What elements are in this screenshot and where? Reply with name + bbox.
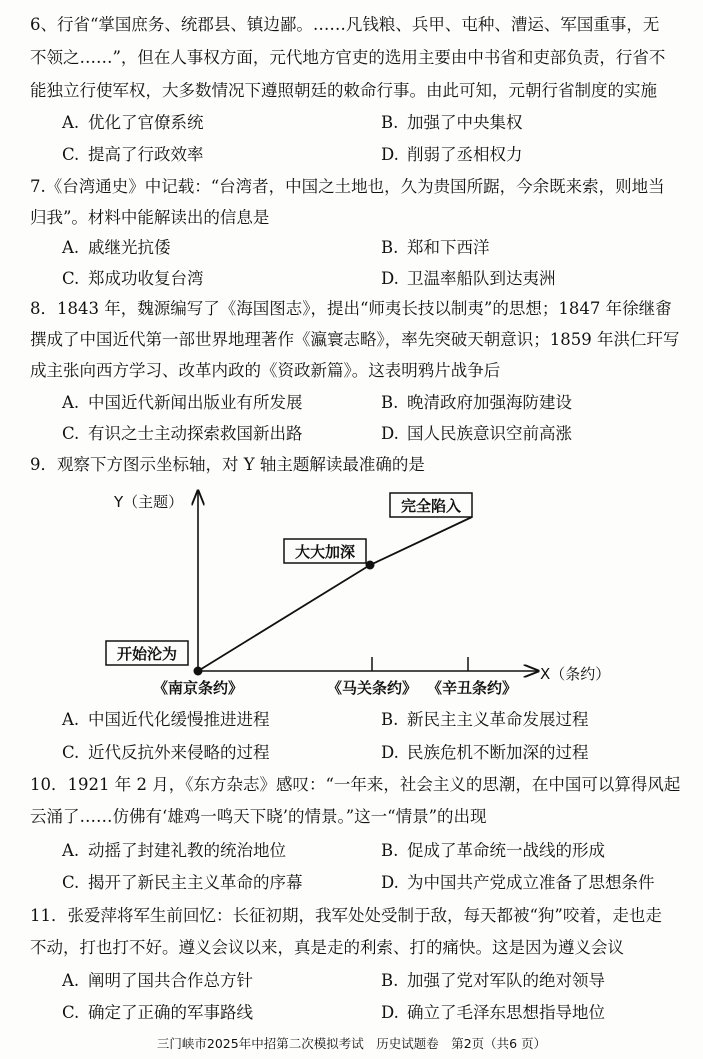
question-8-line-1: 8．1843 年，魏源编写了《海国图志》，提出“师夷长技以制夷”的思想；1847 年徐继畬 (30, 299, 672, 318)
x-tick-label-xinchou: 《辛丑条约》 (426, 679, 518, 697)
question-10-option-b: B. 促成了革命统一战线的形成 (381, 841, 605, 860)
question-8-option-b: B. 晚清政府加强海防建设 (381, 393, 572, 412)
question-6-option-c: C. 提高了行政效率 (62, 145, 204, 164)
x-axis-label: X（条约） (540, 665, 611, 683)
stage-label-start: 开始沦为 (116, 645, 178, 663)
question-8-option-d: D. 国人民族意识空前高涨 (381, 424, 572, 443)
question-11-option-d: D. 确立了毛泽东思想指导地位 (381, 1003, 605, 1022)
question-8-option-a: A. 中国近代新闻出版业有所发展 (62, 393, 303, 412)
question-7-option-c: C. 郑成功收复台湾 (62, 269, 204, 288)
question-11-option-c: C. 确定了正确的军事路线 (62, 1003, 253, 1022)
question-10-line-1: 10．1921 年 2 月，《东方杂志》感叹：“一年来，社会主义的思潮，在中国可以算得风起 (30, 775, 681, 794)
question-6-line-1: 6、行省“掌国庶务、统郡县、镇边鄙。……凡钱粮、兵甲、屯种、漕运、军国重事，无 (30, 15, 660, 34)
question-11-option-b: B. 加强了党对军队的绝对领导 (381, 971, 605, 990)
question-10-line-2: 云涌了……仿佛有‘雄鸡一鸣天下晓’的情景。”这一“情景”的出现 (30, 807, 487, 826)
question-6-option-d: D. 削弱了丞相权力 (381, 145, 523, 164)
question-9-option-a: A. 中国近代化缓慢推进进程 (62, 710, 270, 729)
question-7-line-1: 7.《台湾通史》中记载：“台湾者，中国之土地也，久为贵国所踞，今余既来索，则地当 (30, 177, 665, 196)
y-axis-label: Y（主题） (114, 493, 184, 511)
question-11-option-a: A. 阐明了国共合作总方针 (62, 971, 253, 990)
question-11-line-1: 11．张爱萍将军生前回忆：长征初期，我军处处受制于敌，每天都被“狗”咬着，走也走 (30, 906, 662, 925)
question-9-diagram (100, 483, 611, 705)
question-9-option-d: D. 民族危机不断加深的过程 (381, 743, 589, 762)
page-footer: 三门峡市2025年中招第二次模拟考试 历史试题卷 第2页（共6 页） (156, 1036, 547, 1051)
stage-label-deepen: 大大加深 (294, 543, 356, 561)
question-7-option-b: B. 郑和下西洋 (381, 238, 490, 257)
question-8-line-3: 成主张向西方学习、改革内政的《资政新篇》。这表明鸦片战争后 (30, 361, 501, 380)
question-6-line-2: 不领之……”，但在人事权方面，元代地方官吏的选用主要由中书省和吏部负责，行省不 (30, 48, 666, 67)
question-10-option-d: D. 为中国共产党成立准备了思想条件 (381, 873, 655, 892)
question-10-option-c: C. 揭开了新民主主义革命的序幕 (62, 873, 303, 892)
stage-label-complete: 完全陷入 (400, 497, 462, 515)
x-tick-label-nanjing: 《南京条约》 (152, 679, 244, 697)
question-8-line-2: 撰成了中国近代第一部世界地理著作《瀛寰志略》，率先突破天朝意识；1859 年洪仁玕写 (30, 330, 680, 349)
stage-box-start (106, 641, 188, 665)
question-10-option-a: A. 动摇了封建礼教的统治地位 (62, 841, 286, 860)
point-start (194, 667, 203, 676)
point-deepen (366, 561, 375, 570)
question-9-option-b: B. 新民主主义革命发展过程 (381, 710, 589, 729)
question-6-option-b: B. 加强了中央集权 (381, 113, 523, 132)
question-11-line-2: 不动，打也打不好。遵义会议以来，真是走的利索、打的痛快。这是因为遵义会议 (30, 938, 624, 957)
question-6-line-3: 能独立行使军权，大多数情况下遵照朝廷的敕命行事。由此可知，元朝行省制度的实施 (30, 81, 657, 100)
question-8-option-c: C. 有识之士主动探索救国新出路 (62, 424, 303, 443)
question-9-option-c: C. 近代反抗外来侵略的过程 (62, 743, 270, 762)
question-6-option-a: A. 优化了官僚系统 (62, 113, 204, 132)
question-7-option-a: A. 戚继光抗倭 (62, 238, 171, 257)
question-7-line-2: 归我”。材料中能解读出的信息是 (30, 208, 270, 227)
question-7-option-d: D. 卫温率船队到达夷洲 (381, 269, 556, 288)
stage-box-deepen (284, 539, 366, 563)
question-9-line-1: 9．观察下方图示坐标轴，对 Y 轴主题解读最准确的是 (30, 455, 425, 474)
stage-box-complete (390, 493, 472, 517)
x-tick-label-maguan: 《马关条约》 (326, 679, 418, 697)
